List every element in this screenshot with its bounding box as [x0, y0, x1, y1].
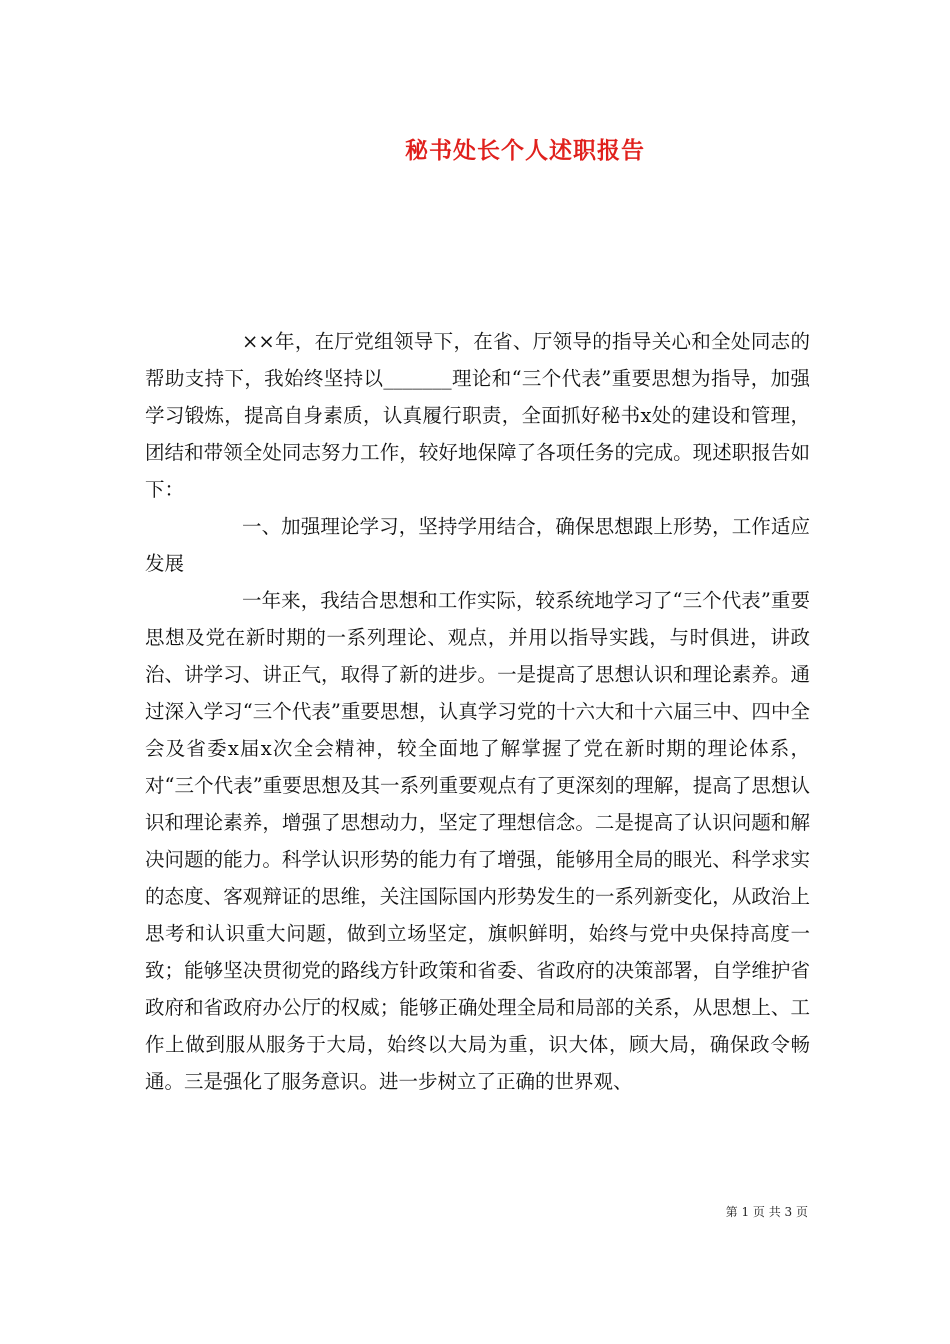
section-heading: 一、加强理论学习，坚持学用结合，确保思想跟上形势，工作适应发展 — [145, 515, 810, 575]
section-paragraph: 一年来，我结合思想和工作实际，较系统地学习了“三个代表”重要思想及党在新时期的一系列理论、观点，并用以指导实践，与时俱进，讲政治、讲学习、讲正气，取得了新的进步。一是提高了思想认识和理论素养。通过深入学习“三个代表”重要思想，认真学习党的十六大和十六届三中、四中全会及省委x届x次全会精神，较全面地了解掌握了党在新时期的理论体系，对“三个代表”重要思想及其一系列重要观点有了更深刻的理解，提高了思想认识和理论素养，增强了思想动力，坚定了理想信念。二是提高了认识问题和解决问题的能力。科学认识形势的能力有了增强，能够用全局的眼光、科学求实的态度、客观辩证的思维，关注国际国内形势发生的一系列新变化，从政治上思考和认识重大问题，做到立场坚定，旗帜鲜明，始终与党中央保持高度一致；能够坚决贯彻党的路线方针政策和省委、省政府的决策部署，自学维护省政府和省政府办公厅的权威；能够正确处理全局和局部的关系，从思想上、工作上做到服从服务于大局，始终以大局为重，识大体，顾大局，确保政令畅通。三是强化了服务意识。进一步树立了正确的世界观、 — [145, 589, 810, 1093]
intro-paragraph: ××年，在厅党组领导下，在省、厅领导的指导关心和全处同志的帮助支持下，我始终坚持以_______理论和“三个代表”重要思想为指导，加强学习锻炼，提高自身素质，认真履行职责，全面抓好秘书x处的建设和管理，团结和带领全处同志努力工作，较好地保障了各项任务的完成。现述职报告如下： — [145, 330, 810, 501]
page-number: 第 1 页 共 3 页 — [725, 1205, 808, 1219]
document-title: 秘书处长个人述职报告 — [405, 137, 645, 164]
document-body — [145, 323, 810, 1100]
